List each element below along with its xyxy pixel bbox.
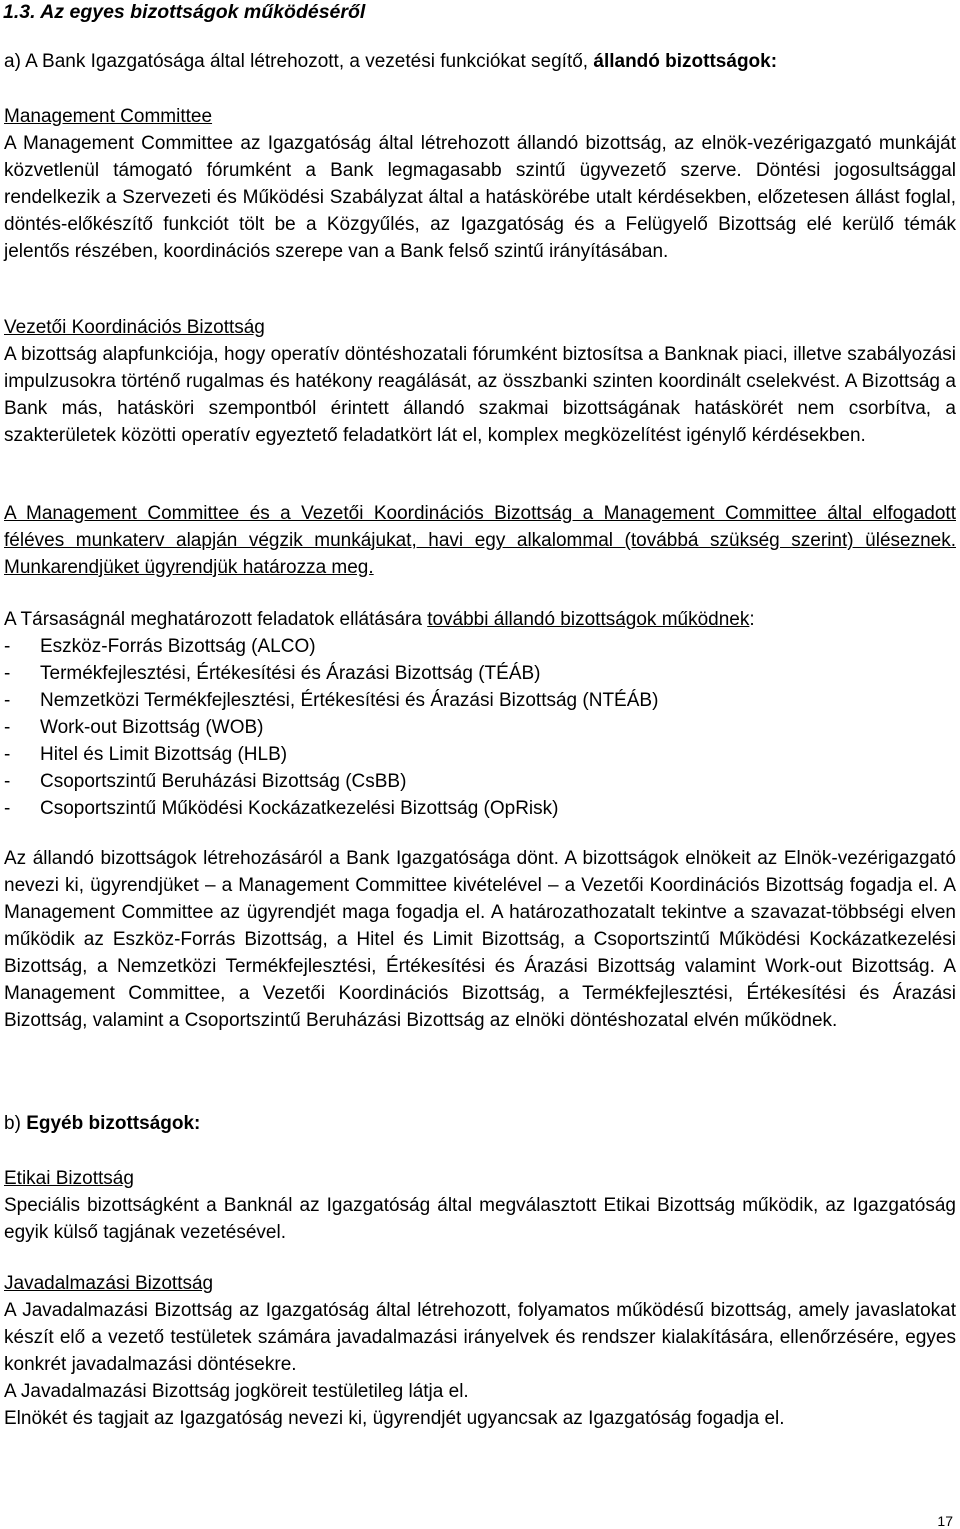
section-a-bold: állandó bizottságok: (593, 51, 778, 72)
mc-text-part1: A Management Committee az Igazgatóság által létrehozott állandó bizottság, az elnök-vezérigazgató munkáját közvetlenül támogató fórumként a Bank legmagasabb szintű ügyvezető szerve. (4, 133, 956, 181)
list-item-text: Work-out Bizottság (WOB) (40, 717, 264, 738)
list-item-text: Eszköz-Forrás Bizottság (ALCO) (40, 636, 316, 657)
mc-section (4, 103, 956, 265)
list-dash: - (4, 717, 11, 738)
vkb-section (4, 314, 956, 449)
list-dash: - (4, 636, 11, 657)
remuneration-text-3: Elnökét és tagjait az Igazgatóság nevezi ki, ügyrendjét ugyancsak az Igazgatóság fogadja el. (4, 1408, 785, 1429)
vkb-text: A bizottság alapfunkciója, hogy operatív döntéshozatali fórumként biztosítsa a Banknak piaci, illetve szabályozási impulzusokra történő rugalmas és hatékony reagálását, az összbanki szinten koordinált cselekvést. A Bizottság a Bank más, hatásköri szempontból érintett állandó szakmai bizottságának hatáskörét nem csorbítva, a szakterületek közötti operatív egyeztető feladatkört lát el, komplex megközelítést igénylő kérdésekben. (4, 344, 956, 446)
ethics-section (4, 1165, 956, 1246)
further-prefix: A Társaságnál meghatározott feladatok ellátására (4, 609, 422, 630)
workplan-paragraph: A Management Committee és a Vezetői Koordinációs Bizottság a Management Committee által elfogadott féléves munkaterv alapján végzik munkájukat, havi egy alkalommal (továbbá szükség szerint) üléseznek. Munkarendjüket ügyrendjük határozza meg. (4, 503, 956, 578)
mc-text-part2: Döntési jogosultsággal rendelkezik a Szervezeti és Működési Szabályzat által a hatáskörébe utalt kérdésekben, előzetesen állást foglal, döntés-előkészítő funkciót tölt be a Közgyűlés, az Igazgatóság és a Felügyelő Bizottság elé kerülő témák jelentős részében, koordinációs szerepe van a Bank felső szintű irányításában. (4, 160, 957, 262)
list-item-text: Nemzetközi Termékfejlesztési, Értékesítési és Árazási Bizottság (NTÉÁB) (40, 690, 659, 711)
list-item (4, 687, 956, 714)
remuneration-section (4, 1270, 956, 1432)
committee-list (4, 633, 956, 822)
remuneration-text-1: A Javadalmazási Bizottság az Igazgatóság által létrehozott, folyamatos működésű bizottság, amely javaslatokat készít elő a vezető testületek számára javadalmazási irányelvek és rendszer kialakítására, ellenőrzésére, egyes konkrét javadalmazási döntésekre. (4, 1300, 956, 1375)
further-committees (4, 606, 956, 822)
remuneration-title: Javadalmazási Bizottság (4, 1273, 214, 1294)
list-item-text: Csoportszintű Beruházási Bizottság (CsBB) (40, 771, 407, 792)
page-number: 17 (937, 1513, 953, 1529)
further-suffix: : (749, 609, 755, 630)
list-item (4, 714, 956, 741)
list-dash: - (4, 663, 11, 684)
list-dash: - (4, 690, 11, 711)
section-a-intro (4, 48, 956, 75)
section-heading: 1.3. Az egyes bizottságok működéséről (3, 1, 366, 23)
list-item (4, 633, 956, 660)
standing-committees-paragraph: Az állandó bizottságok létrehozásáról a Bank Igazgatósága dönt. A bizottságok elnökeit az Elnök-vezérigazgató nevezi ki, ügyrendjüket – a Management Committee kivételével – a Vezetői Koordinációs Bizottság fogadja el. A Management Committee az ügyrendjét maga fogadja el. A határozathozatalt tekintve a szavazat-többségi elven működik az Eszköz-Forrás Bizottság, a Hitel és Limit Bizottság, a Csoportszintű Működési Kockázatkezelési Bizottság, a Nemzetközi Termékfejlesztési, Értékesítési és Árazási Bizottság valamint Work-out Bizottság. A Management Committee, a Vezetői Koordinációs Bizottság, a Termékfejlesztési, Értékesítési és Árazási Bizottság, valamint a Csoportszintű Beruházási Bizottság az elnöki döntéshozatal elvén működnek. (4, 848, 956, 1031)
section-b-intro (4, 1110, 956, 1137)
list-item (4, 741, 956, 768)
list-item-text: Termékfejlesztési, Értékesítési és Árazási Bizottság (TÉÁB) (40, 663, 541, 684)
section-a-prefix: a) A Bank Igazgatósága által létrehozott, a vezetési funkciókat segítő, (4, 51, 589, 72)
further-intro (4, 606, 956, 633)
vkb-title: Vezetői Koordinációs Bizottság (4, 317, 265, 338)
list-dash: - (4, 771, 11, 792)
section-b-prefix: b) (4, 1113, 21, 1134)
section-b-bold: Egyéb bizottságok: (26, 1113, 201, 1134)
list-item (4, 795, 956, 822)
mc-title: Management Committee (4, 106, 213, 127)
list-item (4, 660, 956, 687)
list-item (4, 768, 956, 795)
list-dash: - (4, 798, 11, 819)
list-item-text: Csoportszintű Működési Kockázatkezelési Bizottság (OpRisk) (40, 798, 559, 819)
ethics-title: Etikai Bizottság (4, 1168, 134, 1189)
mc-text (4, 130, 956, 265)
further-underlined: további állandó bizottságok működnek (427, 609, 750, 630)
list-item-text: Hitel és Limit Bizottság (HLB) (40, 744, 288, 765)
remuneration-text-2: A Javadalmazási Bizottság jogköreit testületileg látja el. (4, 1381, 469, 1402)
ethics-text: Speciális bizottságként a Banknál az Igazgatóság által megválasztott Etikai Bizottság működik, az Igazgatóság egyik külső tagjának vezetésével. (4, 1195, 956, 1243)
list-dash: - (4, 744, 11, 765)
